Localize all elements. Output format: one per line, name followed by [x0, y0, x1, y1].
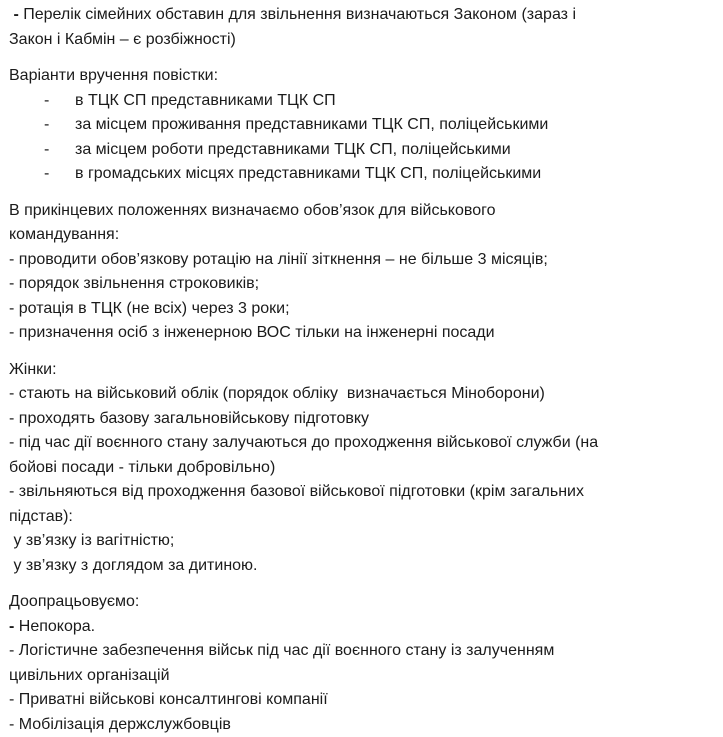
paragraph-summons-delivery-heading [9, 64, 713, 89]
text-segment: Закон і Кабмін – є розбіжності) [9, 31, 236, 48]
text-segment: - стають на військовий облік (порядок обліку визначається Міноборони) [9, 385, 545, 402]
text-line [9, 321, 713, 346]
text-line [9, 382, 713, 407]
bullet-dash-marker: - [44, 162, 49, 187]
text-segment: Перелік сімейних обставин для звільнення визначаються Законом (зараз і [19, 6, 576, 23]
text-segment: - призначення осіб з інженерною ВОС тільки на інженерні посади [9, 324, 495, 341]
text-line [9, 529, 713, 554]
bullet-dash-marker: - [44, 89, 49, 114]
text-line [9, 505, 713, 530]
list-item [9, 113, 713, 138]
text-segment: В прикінцевих положеннях визначаємо обов’язок для військового [9, 202, 495, 219]
text-line [9, 223, 713, 248]
text-segment: у зв’язку із вагітністю; [9, 532, 174, 549]
text-segment: - проходять базову загальновійськову підготовку [9, 410, 369, 427]
text-segment: Доопрацьовуємо: [9, 593, 139, 610]
text-segment: Непокора. [14, 618, 95, 635]
text-line [9, 554, 713, 579]
text-segment: в ТЦК СП представниками ТЦК СП [75, 92, 336, 109]
text-segment: - під час дії воєнного стану залучаються до проходження військової служби (на [9, 434, 598, 451]
paragraph-to-finalize [9, 590, 713, 737]
text-segment: - ротація в ТЦК (не всіх) через 3 роки; [9, 300, 290, 317]
text-line [9, 297, 713, 322]
text-line [9, 28, 713, 53]
bold-dash-segment: - [13, 6, 18, 23]
text-line [9, 688, 713, 713]
text-segment: підстав): [9, 508, 73, 525]
text-line [9, 590, 713, 615]
text-segment: - Приватні військові консалтингові компанії [9, 691, 328, 708]
text-segment: - Мобілізація держслужбовців [9, 716, 231, 733]
text-segment: у зв’язку з доглядом за дитиною. [9, 557, 258, 574]
paragraph-women [9, 358, 713, 579]
bullet-dash-marker: - [44, 138, 49, 163]
text-line [9, 407, 713, 432]
text-line [9, 358, 713, 383]
text-line [9, 272, 713, 297]
list-item [9, 138, 713, 163]
text-segment: Жінки: [9, 361, 57, 378]
text-line [9, 456, 713, 481]
bullet-dash-marker: - [44, 113, 49, 138]
text-segment: за місцем проживання представниками ТЦК СП, поліцейськими [75, 116, 548, 133]
text-segment: - звільняються від проходження базової військової підготовки (крім загальних [9, 483, 584, 500]
text-line [9, 615, 713, 640]
text-segment: - порядок звільнення строковиків; [9, 275, 259, 292]
text-line [9, 480, 713, 505]
text-segment: цивільних організацій [9, 667, 170, 684]
text-segment: Варіанти вручення повістки: [9, 67, 218, 84]
list-summons-delivery-options [9, 89, 713, 187]
text-line [9, 431, 713, 456]
text-segment: за місцем роботи представниками ТЦК СП, поліцейськими [75, 141, 511, 158]
paragraph-final-provisions [9, 199, 713, 346]
text-line [9, 3, 713, 28]
text-line [9, 713, 713, 737]
text-line [9, 248, 713, 273]
text-segment: бойові посади - тільки добровільно) [9, 459, 275, 476]
text-segment: в громадських місцях представниками ТЦК СП, поліцейськими [75, 165, 541, 182]
text-segment: командування: [9, 226, 119, 243]
list-item [9, 162, 713, 187]
bold-dash-segment: - [9, 618, 14, 635]
paragraph-family-circumstances [9, 3, 713, 52]
list-item [9, 89, 713, 114]
text-segment: - проводити обов’язкову ротацію на лінії зіткнення – не більше 3 місяців; [9, 251, 548, 268]
text-segment: - Логістичне забезпечення військ під час дії воєнного стану із залученням [9, 642, 554, 659]
text-line [9, 639, 713, 664]
text-line [9, 199, 713, 224]
text-line [9, 64, 713, 89]
text-line [9, 664, 713, 689]
